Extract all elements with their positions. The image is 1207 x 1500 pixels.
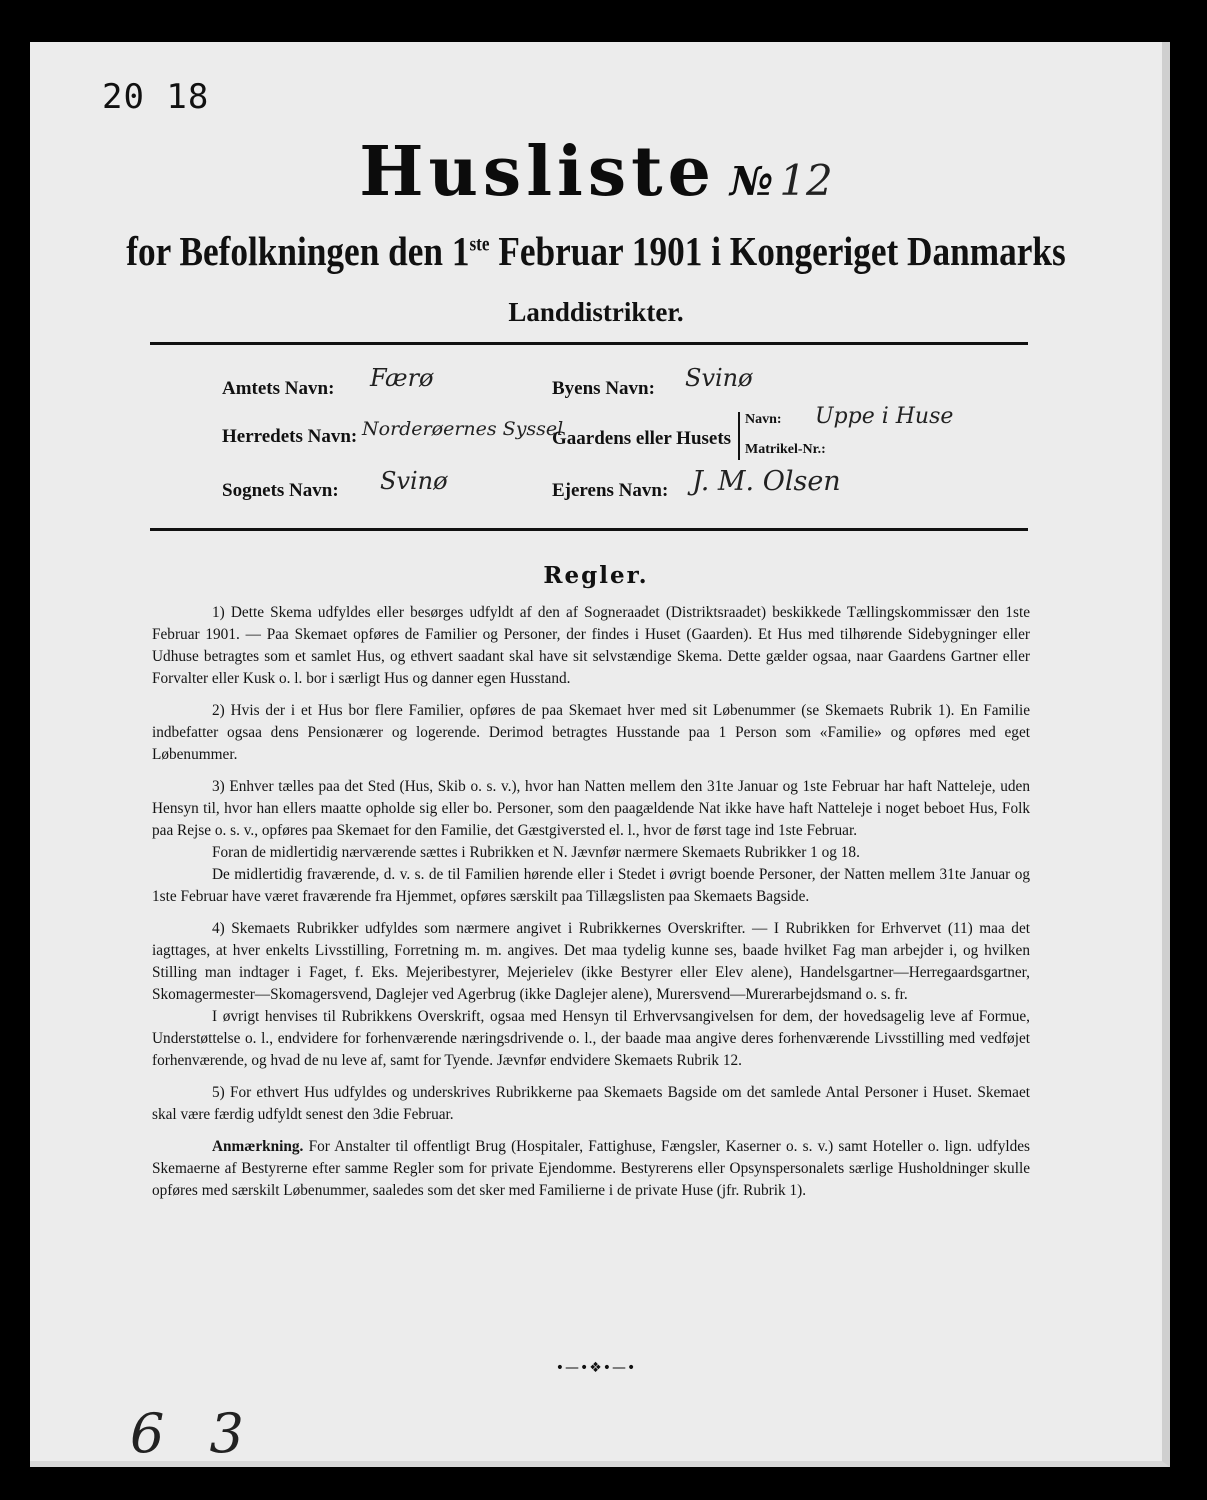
archive-stamp: 20 18 xyxy=(102,77,210,117)
divider-bottom xyxy=(150,528,1028,531)
divider-top xyxy=(150,342,1028,345)
rule-5: 5) For ethvert Hus udfyldes og underskrives Rubrikkerne paa Skemaets Bagside om det samlede Antal Personer i Huset. Skemaet skal være færdig udfyldt senest den 3die Februar. xyxy=(152,1084,1030,1123)
form-subtitle xyxy=(109,227,1083,275)
sogn-label: Sognets Navn: xyxy=(222,480,339,501)
rule-4b: I øvrigt henvises til Rubrikkens Overskrift, ogsaa med Hensyn til Erhvervsangivelsen for dem, der hovedsagelig leve af Formue, Understøttelse o. l., endvidere for forhenværende næringsdrivende o. l., der baade maa angive deres forhenværende Livsstilling med vedføjet forhenværende, og hvad de nu leve af, samt for Tyende. Jævnfør endvidere Skemaets Rubrik 12. xyxy=(152,1008,1030,1069)
gaard-navn-value: Uppe i Huse xyxy=(815,404,954,429)
field-bracket xyxy=(738,412,740,460)
rule-2: 2) Hvis der i et Hus bor flere Familier, opføres de paa Skemaet hver med sit Løbenummer (se Skemaets Rubrik 1). En Familie indbefatter ogsaa dens Pensionærer og logerende. Derimod betragtes Husstande paa 1 Person som «Familie» og opføres med eget Løbenummer. xyxy=(152,702,1030,763)
rule-3b: Foran de midlertidig nærværende sættes i Rubrikken et N. Jævnfør nærmere Skemaets Rubrikker 1 og 18. xyxy=(212,844,860,861)
gaard-label: Gaardens eller Husets xyxy=(552,428,732,449)
note-label: Anmærkning. xyxy=(212,1138,304,1155)
ejer-value: J. M. Olsen xyxy=(692,466,841,497)
matrikel-label: Matrikel-Nr.: xyxy=(745,442,826,457)
census-form-page xyxy=(30,42,1170,1467)
amt-value: Færø xyxy=(370,364,434,392)
subtitle-after: Februar 1901 i Kongeriget Danmarks xyxy=(489,228,1066,274)
herred-label: Herredets Navn: xyxy=(222,426,358,447)
rule-3: 3) Enhver tælles paa det Sted (Hus, Skib o. s. v.), hvor han Natten mellem den 31te Januar og 1ste Februar har haft Natteleje, uden Hensyn til, hvor han ellers maatte opholde sig eller bo. Personer, som den paagældende Nat ikke have haft Natteleje i noget beboet Hus, Folk paa Rejse o. s. v., opføres paa Skemaet for den Familie, det Gæstgiversted el. l., hvor de først tage ind 1ste Februar. xyxy=(152,778,1030,839)
ornament: •—•❖•—• xyxy=(555,1360,637,1376)
rule-1: 1) Dette Skema udfyldes eller besørges udfyldt af den af Sogneraadet (Distriktsraadet) beskikkede Tællingskommissær den 1ste Februar 1901. — Paa Skemaet opføres de Familier og Personer, der findes i Huset (Gaarden). Et Hus med tilhørende Sidebygninger eller Udhuse betragtes som et samlet Hus, og ethvert saadant skal have sit selvstændige Skema. Dette gælder ogsaa, naar Gaardens Gartner eller Forvalter eller Kusk o. l. bor i særligt Hus og danner egen Husstand. xyxy=(152,604,1030,687)
by-value: Svinø xyxy=(685,364,753,392)
house-number: 12 xyxy=(779,156,833,205)
note-text: For Anstalter til offentligt Brug (Hospitaler, Fattighuse, Fængsler, Kaserner o. s. v.) samt Hoteller o. lign. udfyldes Skemaerne af Bestyrerne efter samme Regler som for private Ejendomme. Bestyrerens eller Opsynspersonalets særlige Husholdninger skulle opføres med særskilt Løbenummer, saaledes som det sker med Familierne i de private Huse (jfr. Rubrik 1). xyxy=(152,1138,1030,1199)
district-heading: Landdistrikter. xyxy=(508,297,684,327)
rule-note xyxy=(152,1136,1030,1202)
rule-3c: De midlertidig fraværende, d. v. s. de til Familien hørende eller i Stedet i øvrigt boende Personer, der Natten mellem 31te Januar og 1ste Februar have været fraværende fra Hjemmet, opføres særskilt paa Tillægslisten paa Skemaets Bagside. xyxy=(152,866,1030,905)
page-mark: 6 3 xyxy=(130,1402,258,1465)
title-row xyxy=(30,132,1162,212)
form-title: Husliste xyxy=(359,132,716,212)
rules-body xyxy=(152,602,1030,1202)
number-sign: № xyxy=(729,158,774,205)
ejer-label: Ejerens Navn: xyxy=(552,480,669,501)
sogn-value: Svinø xyxy=(380,467,448,495)
herred-value: Norderøernes Syssel xyxy=(362,418,564,440)
by-label: Byens Navn: xyxy=(552,378,655,399)
subtitle-sup: ste xyxy=(469,233,490,256)
rules-heading: Regler. xyxy=(543,562,649,589)
gaard-navn-label: Navn: xyxy=(745,412,782,427)
rule-4: 4) Skemaets Rubrikker udfyldes som nærmere angivet i Rubrikkernes Overskrifter. — I Rubrikken for Erhvervet (11) maa det iagttages, at hver enkelts Livsstilling, Forretning m. m. angives. Det maa tydelig kunne ses, baade hvilket Fag man arbejder i, og hvilken Stilling man indtager i Faget, f. Eks. Mejeribestyrer, Mejerielev (ikke Bestyrer eller Elev alene), Handelsgartner—Herregaardsgartner, Skomagermester—Skomagersvend, Daglejer ved Agerbrug (ikke Daglejer alene), Murersvend—Murerarbejdsmand o. s. fr. xyxy=(152,920,1030,1003)
subtitle-before: for Befolkningen den 1 xyxy=(126,228,470,274)
amt-label: Amtets Navn: xyxy=(222,378,335,399)
